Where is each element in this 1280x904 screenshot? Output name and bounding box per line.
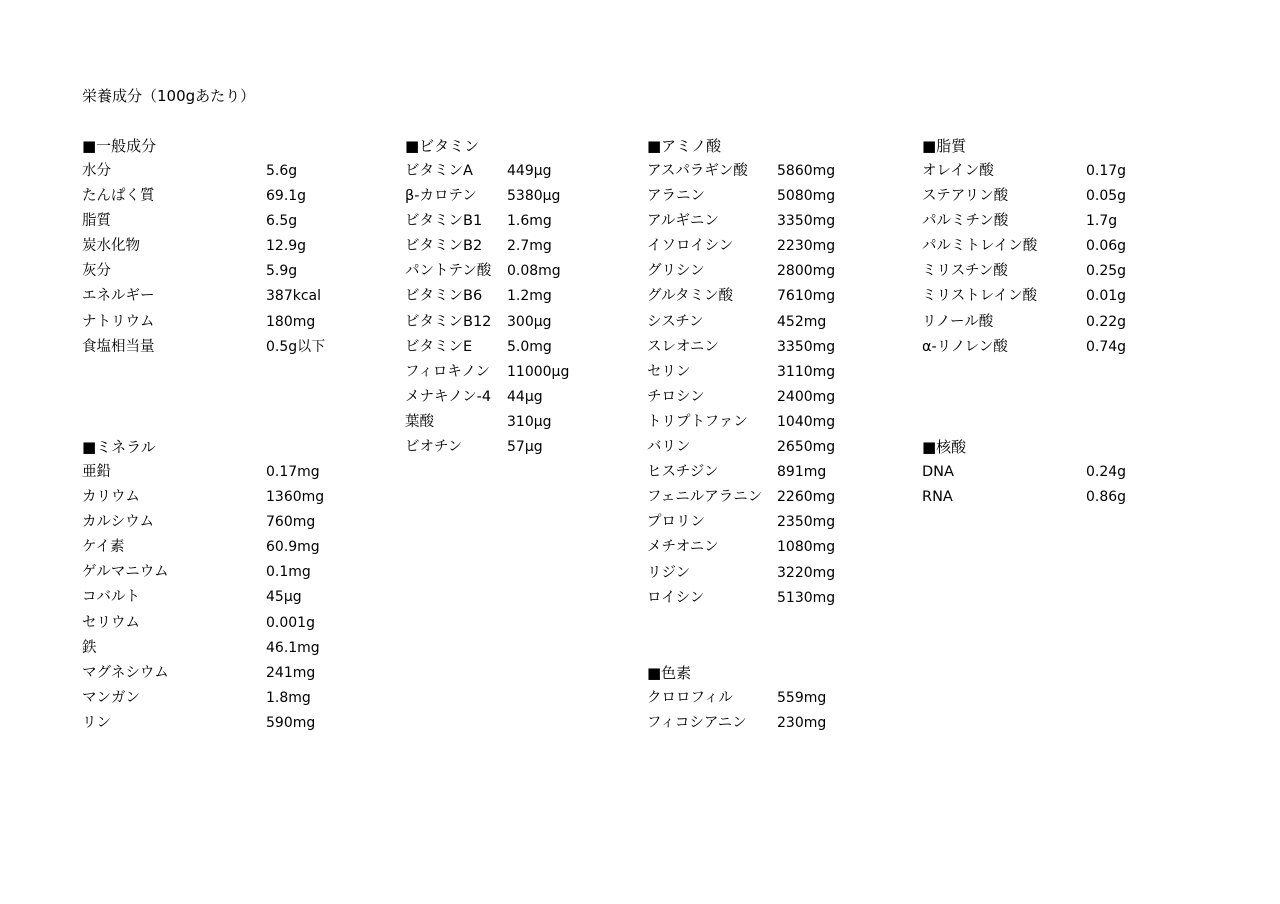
nutrient-value: 5380μg: [507, 188, 561, 205]
nutrient-name: トリプトファン: [647, 413, 748, 430]
nutrient-list: [82, 460, 362, 736]
nutrient-name: ビタミンE: [405, 338, 473, 355]
section-header: ■脂質: [922, 137, 967, 155]
nutrient-value: 3350mg: [777, 213, 836, 230]
nutrient-name: シスチン: [647, 313, 704, 330]
nutrient-row: [82, 460, 362, 485]
nutrient-value: 44μg: [507, 388, 543, 405]
nutrient-row: [647, 234, 857, 259]
nutrient-list: [922, 159, 1142, 360]
nutrient-value: 0.25g: [1086, 263, 1127, 280]
nutrient-value: 0.08mg: [507, 263, 561, 280]
nutrient-value: 2.7mg: [507, 238, 552, 255]
nutrient-value: 3350mg: [777, 338, 836, 355]
nutrient-value: 3220mg: [777, 564, 836, 581]
nutrient-value: 60.9mg: [266, 539, 320, 556]
nutrient-row: [922, 159, 1142, 184]
nutrient-row: [647, 485, 857, 510]
nutrient-name: カルシウム: [82, 514, 154, 531]
nutrient-row: [922, 209, 1142, 234]
nutrient-row: [922, 234, 1142, 259]
nutrient-row: [922, 310, 1142, 335]
nutrient-name: フェニルアラニン: [647, 489, 763, 506]
nutrient-value: 5080mg: [777, 188, 836, 205]
nutrient-name: ゲルマニウム: [82, 564, 169, 581]
nutrient-name: リジン: [647, 564, 691, 581]
nutrient-list: [405, 159, 595, 460]
nutrient-name: ナトリウム: [82, 313, 155, 330]
nutrient-row: [647, 711, 857, 736]
nutrient-row: [647, 460, 857, 485]
nutrient-row: [82, 661, 362, 686]
nutrient-value: 2260mg: [777, 489, 836, 506]
page-title: 栄養成分（100gあたり）: [82, 87, 256, 105]
nutrient-name: ケイ素: [82, 539, 125, 556]
nutrient-value: 12.9g: [266, 238, 307, 255]
nutrient-value: 0.17mg: [266, 464, 320, 480]
nutrient-value: 0.22g: [1086, 313, 1127, 330]
nutrient-name: プロリン: [647, 514, 705, 531]
nutrient-row: [82, 686, 362, 711]
nutrient-name: ビタミンA: [405, 163, 473, 179]
nutrient-value: 46.1mg: [266, 639, 320, 656]
nutrient-name: セリウム: [82, 614, 140, 631]
section-header: ■アミノ酸: [647, 137, 722, 155]
nutrient-row: [405, 310, 595, 335]
nutrient-value: 310μg: [507, 413, 552, 430]
nutrient-name: チロシン: [647, 388, 705, 405]
nutrient-row: [647, 259, 857, 284]
nutrient-value: 1080mg: [777, 539, 836, 556]
nutrient-value: 5.9g: [266, 263, 298, 280]
nutrient-name: DNA: [922, 464, 954, 480]
nutrient-value: 0.86g: [1086, 489, 1127, 506]
section-vitamins: [405, 134, 595, 460]
nutrient-value: 0.05g: [1086, 188, 1127, 205]
nutrient-row: [405, 209, 595, 234]
nutrient-name: 葉酸: [405, 413, 434, 430]
section-header: ■ビタミン: [405, 137, 480, 155]
nutrient-row: [82, 209, 362, 234]
nutrient-value: 7610mg: [777, 288, 836, 305]
nutrient-name: マグネシウム: [82, 664, 169, 681]
nutrient-row: [647, 159, 857, 184]
nutrient-value: 5.0mg: [507, 338, 552, 355]
nutrient-row: [82, 259, 362, 284]
nutrient-name: グルタミン酸: [647, 288, 733, 305]
nutrient-row: [922, 485, 1142, 510]
section-header: ■一般成分: [82, 137, 157, 155]
nutrient-value: 387kcal: [266, 288, 321, 305]
nutrient-name: アルギニン: [647, 213, 719, 230]
section-minerals: [82, 435, 362, 736]
nutrient-name: イソロイシン: [647, 238, 734, 255]
nutrient-row: [647, 535, 857, 560]
nutrient-value: 300μg: [507, 313, 552, 330]
nutrient-value: 5130mg: [777, 589, 836, 606]
nutrient-name: パントテン酸: [405, 263, 492, 280]
nutrient-value: 180mg: [266, 313, 316, 330]
nutrient-name: ミリスチン酸: [922, 263, 1008, 280]
nutrient-value: 449μg: [507, 163, 552, 179]
nutrient-name: 食塩相当量: [82, 338, 155, 355]
nutrient-row: [647, 435, 857, 460]
nutrient-name: たんぱく質: [82, 188, 155, 205]
nutrient-name: ビタミンB2: [405, 238, 483, 255]
nutrient-name: 脂質: [82, 213, 111, 230]
nutrient-name: メナキノン-4: [405, 388, 492, 405]
nutrient-name: リノール酸: [922, 313, 994, 330]
nutrient-name: クロロフィル: [647, 690, 733, 706]
nutrient-value: 0.74g: [1086, 338, 1127, 355]
nutrient-row: [405, 385, 595, 410]
nutrient-name: アラニン: [647, 188, 705, 205]
nutrient-value: 0.1mg: [266, 564, 311, 581]
section-lipids: [922, 134, 1142, 360]
nutrient-name: グリシン: [647, 263, 705, 280]
nutrient-list: [82, 159, 362, 360]
nutrient-value: 6.5g: [266, 213, 298, 230]
nutrient-name: パルミトレイン酸: [922, 238, 1038, 255]
nutrient-value: 0.001g: [266, 614, 315, 631]
nutrient-value: 1.7g: [1086, 213, 1118, 230]
nutrient-value: 0.17g: [1086, 163, 1127, 179]
nutrient-row: [647, 284, 857, 309]
section-header: ■色素: [647, 664, 692, 682]
nutrient-row: [82, 184, 362, 209]
nutrient-name: ビオチン: [405, 439, 463, 456]
nutrient-list: [647, 686, 857, 736]
nutrient-value: 1.8mg: [266, 689, 311, 706]
nutrient-value: 45μg: [266, 589, 302, 606]
nutrient-name: β-カロテン: [405, 188, 477, 205]
nutrient-row: [82, 611, 362, 636]
nutrient-name: ミリストレイン酸: [922, 288, 1037, 305]
nutrient-row: [647, 385, 857, 410]
section-general: [82, 134, 362, 360]
nutrient-name: フィコシアニン: [647, 715, 747, 732]
section-amino-acids: [647, 134, 857, 611]
nutrient-value: 590mg: [266, 714, 316, 731]
nutrient-value: 0.06g: [1086, 238, 1127, 255]
nutrient-row: [647, 586, 857, 611]
nutrient-value: 69.1g: [266, 188, 307, 205]
nutrient-row: [922, 284, 1142, 309]
nutrient-row: [82, 159, 362, 184]
nutrient-row: [405, 234, 595, 259]
nutrient-name: カリウム: [82, 489, 140, 506]
nutrient-row: [82, 535, 362, 560]
nutrient-name: スレオニン: [647, 338, 719, 355]
nutrient-name: バリン: [647, 439, 691, 456]
nutrient-list: [922, 460, 1142, 510]
nutrient-row: [922, 460, 1142, 485]
nutrient-row: [647, 310, 857, 335]
nutrient-row: [405, 284, 595, 309]
nutrient-name: ステアリン酸: [922, 188, 1009, 205]
nutrient-value: 2650mg: [777, 439, 836, 456]
nutrient-value: 3110mg: [777, 363, 836, 380]
nutrient-list: [647, 159, 857, 611]
nutrient-value: 1.2mg: [507, 288, 552, 305]
nutrient-value: 2350mg: [777, 514, 836, 531]
nutrient-row: [405, 259, 595, 284]
nutrient-value: 230mg: [777, 715, 827, 732]
nutrient-name: RNA: [922, 489, 953, 506]
nutrient-name: フィロキノン: [405, 363, 490, 380]
nutrient-value: 452mg: [777, 313, 827, 330]
nutrient-value: 559mg: [777, 690, 827, 706]
nutrient-name: 炭水化物: [82, 238, 140, 255]
nutrient-name: エネルギー: [82, 288, 155, 305]
nutrient-value: 241mg: [266, 664, 316, 681]
nutrient-value: 0.24g: [1086, 464, 1127, 480]
nutrient-value: 0.01g: [1086, 288, 1127, 305]
nutrient-row: [647, 209, 857, 234]
section-header: ■核酸: [922, 438, 967, 456]
nutrient-value: 1040mg: [777, 413, 836, 430]
nutrient-row: [405, 335, 595, 360]
nutrient-row: [405, 184, 595, 209]
nutrient-name: α-リノレン酸: [922, 338, 1008, 355]
nutrient-row: [82, 585, 362, 610]
nutrient-value: 11000μg: [507, 363, 570, 380]
nutrient-row: [405, 159, 595, 184]
nutrient-row: [82, 711, 362, 736]
nutrient-value: 2400mg: [777, 388, 836, 405]
section-header: ■ミネラル: [82, 438, 156, 456]
nutrient-row: [405, 435, 595, 460]
nutrient-row: [82, 234, 362, 259]
nutrient-name: ロイシン: [647, 589, 705, 606]
nutrient-value: 1.6mg: [507, 213, 552, 230]
nutrient-row: [922, 259, 1142, 284]
nutrient-row: [82, 335, 362, 360]
nutrient-row: [405, 410, 595, 435]
nutrient-name: 灰分: [82, 263, 111, 280]
nutrient-value: 1360mg: [266, 489, 325, 506]
nutrient-name: ビタミンB1: [405, 213, 483, 230]
nutrient-value: 891mg: [777, 464, 827, 481]
section-pigments: [647, 661, 857, 736]
nutrient-value: 5.6g: [266, 163, 298, 179]
nutrient-row: [647, 184, 857, 209]
nutrient-row: [922, 335, 1142, 360]
nutrient-name: オレイン酸: [922, 163, 994, 179]
nutrient-value: 0.5g以下: [266, 338, 326, 355]
nutrient-row: [647, 360, 857, 385]
nutrient-name: 水分: [82, 163, 111, 179]
nutrient-row: [82, 485, 362, 510]
nutrient-row: [647, 335, 857, 360]
nutrient-name: コバルト: [82, 589, 140, 606]
nutrient-row: [82, 510, 362, 535]
nutrient-name: 鉄: [82, 639, 97, 656]
nutrient-name: パルミチン酸: [922, 213, 1009, 230]
nutrient-row: [82, 310, 362, 335]
nutrient-name: ヒスチジン: [647, 464, 719, 481]
nutrient-row: [647, 686, 857, 711]
section-nucleic-acids: [922, 435, 1142, 510]
nutrient-name: リン: [82, 714, 111, 731]
nutrient-value: 2230mg: [777, 238, 836, 255]
nutrient-row: [647, 410, 857, 435]
nutrient-row: [922, 184, 1142, 209]
nutrient-value: 57μg: [507, 439, 543, 456]
nutrient-row: [647, 561, 857, 586]
nutrient-row: [82, 636, 362, 661]
nutrient-value: 2800mg: [777, 263, 836, 280]
nutrient-name: メチオニン: [647, 539, 719, 556]
nutrient-name: セリン: [647, 363, 691, 380]
nutrient-row: [82, 284, 362, 309]
nutrient-row: [647, 510, 857, 535]
nutrient-name: アスパラギン酸: [647, 163, 748, 179]
nutrient-row: [405, 360, 595, 385]
nutrient-value: 5860mg: [777, 163, 836, 179]
nutrient-name: 亜鉛: [82, 464, 111, 480]
nutrient-value: 760mg: [266, 514, 316, 531]
nutrient-row: [82, 560, 362, 585]
nutrient-name: マンガン: [82, 689, 140, 706]
nutrient-name: ビタミンB6: [405, 288, 483, 305]
nutrient-name: ビタミンB12: [405, 313, 492, 330]
